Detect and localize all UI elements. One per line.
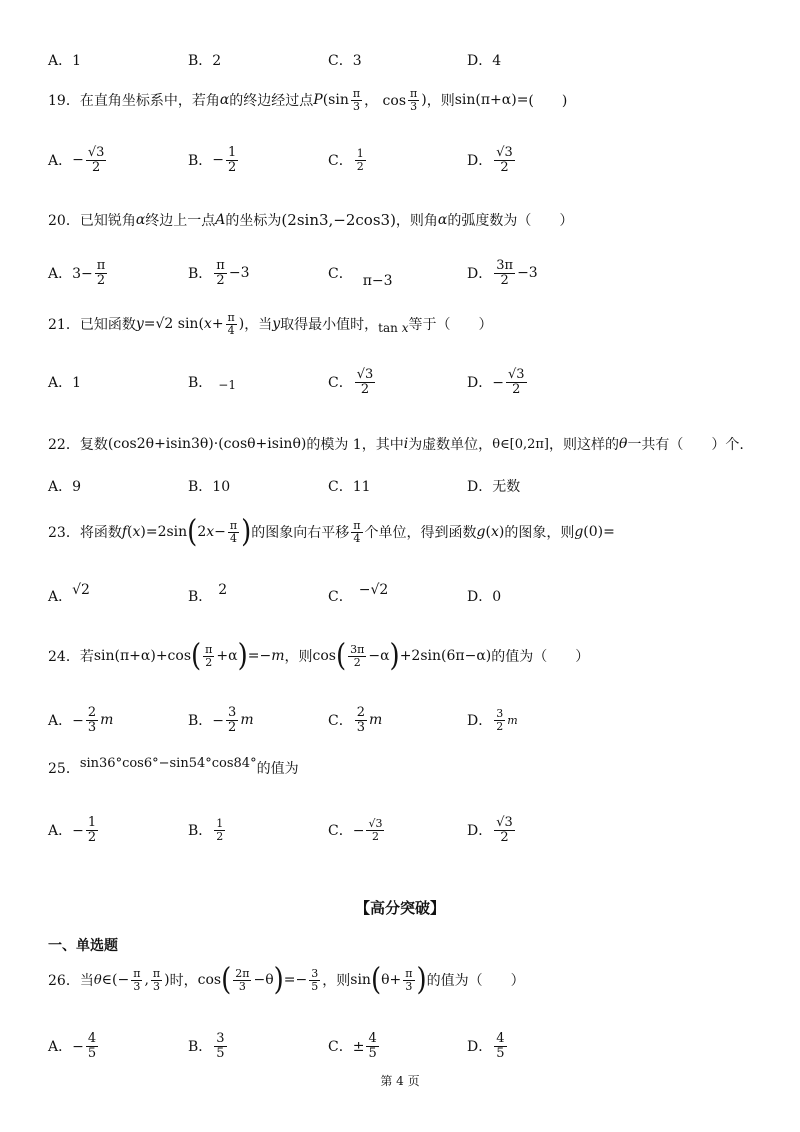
q21-text: 21．已知函数 — [48, 317, 136, 333]
q22-expression: (cos2θ+isin3θ)·(cosθ+isinθ) — [107, 436, 307, 452]
q23-text: 23．将函数 — [48, 525, 122, 541]
q23-option-d: D．0 — [467, 589, 502, 605]
q19-option-a: A． − $\frac{√3}{2}$ — [48, 144, 105, 175]
q22-text-mid: 的模为 1，其中 — [306, 437, 404, 453]
question-22: 22．复数 (cos2θ+isin3θ)·(cosθ+isinθ) 的模为 1，其中 i 为虚数单位， θ∈[0,2π] ，则这样的 θ 一共有（ ）个. — [48, 436, 744, 453]
q22-set: θ∈[0,2π] — [492, 436, 549, 452]
q21-text-mid: ，当 — [244, 317, 273, 333]
q20-text-mid: 终边上一点 — [145, 213, 216, 229]
q21-option-a: A．1 — [48, 375, 82, 391]
q20-text-tail: ，则角 — [395, 213, 438, 229]
q24-option-d: D． $\frac{3}{2}$ m — [467, 706, 518, 733]
q18-option-d: D．4 — [467, 53, 502, 69]
q23-option-a: A． √2 — [48, 582, 90, 605]
q19-frac: $\frac{\pi}{3}$ — [352, 86, 361, 113]
q25-text-end: 的值为 — [256, 761, 299, 777]
q19-option-b: B． − $\frac{1}{2}$ — [188, 144, 237, 175]
q24-option-c: C． $\frac{2}{3}$ m — [328, 704, 383, 735]
q21-text-end: 等于（ ） — [408, 317, 493, 333]
q18-option-b: B．2 — [188, 53, 222, 69]
q21-option-d: D．− $\frac{√3}{2}$ — [467, 366, 525, 397]
q25-option-c: C．− $\frac{√3}{2}$ — [328, 816, 383, 843]
q22-option-a: A．9 — [48, 479, 82, 495]
q22-text: 22．复数 — [48, 437, 108, 453]
q23-text-mid3: 的图象，则 — [504, 525, 575, 541]
q19-frac2: $\frac{\pi}{3}$ — [410, 86, 418, 113]
q21-options — [48, 362, 768, 402]
q18-option-c: C．3 — [328, 53, 362, 69]
q24-text: 24．若 — [48, 649, 94, 665]
q20-text-mid2: 的坐标为 — [225, 213, 282, 229]
q25-option-d: D． $\frac{√3}{2}$ — [467, 814, 513, 845]
question-26: 26．当 θ ∈(− $\frac{\pi}{3}$ , $\frac{\pi}{3}$ ) 时， cos ( $\frac{2\pi}{3}$ −θ ) =− $\frac{3}{5}$ ，则 sin ( θ+ $\frac{\pi}{3}$ ) 的值为（ ） — [48, 962, 525, 998]
q24-text-mid: ，则 — [284, 649, 313, 665]
section-title: 【高分突破】 — [354, 899, 445, 917]
q22-text-end: ，则这样的 — [549, 437, 619, 453]
q25-options — [48, 810, 768, 850]
q23-option-c: C． −√2 — [328, 582, 389, 605]
q19-text-tail: ，则 — [426, 93, 455, 109]
q20-option-d: D． $\frac{3\pi}{2}$ −3 — [467, 257, 538, 288]
q21-option-b: B． −1 — [188, 375, 236, 392]
q22-text-mid2: 为虚数单位， — [408, 437, 493, 453]
q24-text-end: 的值为（ ） — [491, 649, 590, 665]
question-24: 24．若 sin(π+α)+cos ( $\frac{\pi}{2}$ +α ) =− m ，则 cos ( $\frac{3\pi}{2}$ −α ) +2sin(6π−α) 的值为（ ） — [48, 638, 590, 674]
q25-option-b: B． $\frac{1}{2}$ — [188, 816, 224, 843]
q20-option-b: B． $\frac{\pi}{2}$ −3 — [188, 257, 250, 288]
q23-text-mid2: 个单位，得到函数 — [364, 525, 477, 541]
q22-option-c: C．11 — [328, 479, 371, 495]
question-23: 23．将函数 f ( x )=2sin ( 2 x − $\frac{\pi}{4}$ ) 的图象向右平移 $\frac{\pi}{4}$ 个单位，得到函数 g ( x ) 的图象，则 g (0)= — [48, 514, 615, 550]
question-20: 20．已知锐角 α 终边上一点 A 的坐标为 (2sin3,−2cos3) ，则角 α 的弧度数为（ ） — [48, 211, 574, 229]
q25-expression: sin36°cos6°−sin54°cos84° — [79, 755, 257, 771]
q19-option-d: D． $\frac{√3}{2}$ — [467, 144, 513, 175]
question-19: 19．在直角坐标系中，若角 α 的终边经过点 P (sin $\frac{\pi}{3}$ ， cos $\frac{\pi}{3}$ ) ，则 sin(π+α)= ( ) — [48, 86, 568, 113]
q19-options — [48, 140, 768, 180]
question-21: 21．已知函数 y =√2 sin( x + $\frac{\pi}{4}$ ) ，当 y 取得最小值时， tan x 等于（ ） — [48, 310, 493, 337]
q19-option-c: C． $\frac{1}{2}$ — [328, 146, 364, 173]
q23-option-b: B． 2 — [188, 582, 228, 605]
q20-option-a: A．3− $\frac{\pi}{2}$ — [48, 257, 106, 288]
question-25 — [48, 750, 299, 786]
page-number: 第 4 页 — [380, 1074, 420, 1088]
q26-text-mid: 时， — [169, 973, 198, 989]
q19-text-mid: 的终边经过点 — [229, 93, 314, 109]
q23-options — [48, 576, 768, 616]
q24-option-b: B．− $\frac{3}{2}$ m — [188, 704, 254, 735]
q24-option-a: A．− $\frac{2}{3}$ m — [48, 704, 114, 735]
q26-option-a: A．− $\frac{4}{5}$ — [48, 1030, 97, 1061]
q26-option-c: C．± $\frac{4}{5}$ — [328, 1030, 377, 1061]
q26-text-mid2: ，则 — [322, 973, 351, 989]
q22-option-d: D．无数 — [467, 479, 521, 495]
q19-point: P — [313, 92, 323, 108]
q22-option-b: B．10 — [188, 479, 231, 495]
q20-expression: (2sin3,−2cos3) — [281, 211, 396, 229]
section-subtitle: 一、单选题 — [48, 938, 118, 954]
q18-options — [48, 40, 768, 80]
q19-blank: ( ) — [528, 93, 568, 109]
q20-text-end: 的弧度数为（ ） — [447, 213, 574, 229]
q26-option-d: D． $\frac{4}{5}$ — [467, 1030, 505, 1061]
q18-option-a: A．1 — [48, 53, 82, 69]
q24-options — [48, 700, 768, 740]
q21-text-mid2: 取得最小值时， — [280, 317, 379, 333]
q23-text-mid: 的图象向右平移 — [251, 525, 350, 541]
q19-text: 19．在直角坐标系中，若角 — [48, 93, 220, 109]
q20-options — [48, 253, 768, 293]
q25-option-a: A．− $\frac{1}{2}$ — [48, 814, 97, 845]
q26-option-b: B． $\frac{3}{5}$ — [188, 1030, 225, 1061]
q22-options — [48, 466, 768, 506]
q26-text: 26．当 — [48, 973, 94, 989]
q21-option-c: C． $\frac{√3}{2}$ — [328, 366, 374, 397]
q20-option-c: C． π−3 — [328, 266, 393, 289]
q25-text: 25． — [48, 761, 80, 777]
q20-text: 20．已知锐角 — [48, 213, 136, 229]
q26-options — [48, 1026, 768, 1066]
q22-text-end2: 一共有（ ）个. — [627, 437, 744, 453]
q26-text-end: 的值为（ ） — [426, 973, 525, 989]
q19-alpha: α — [219, 92, 230, 108]
